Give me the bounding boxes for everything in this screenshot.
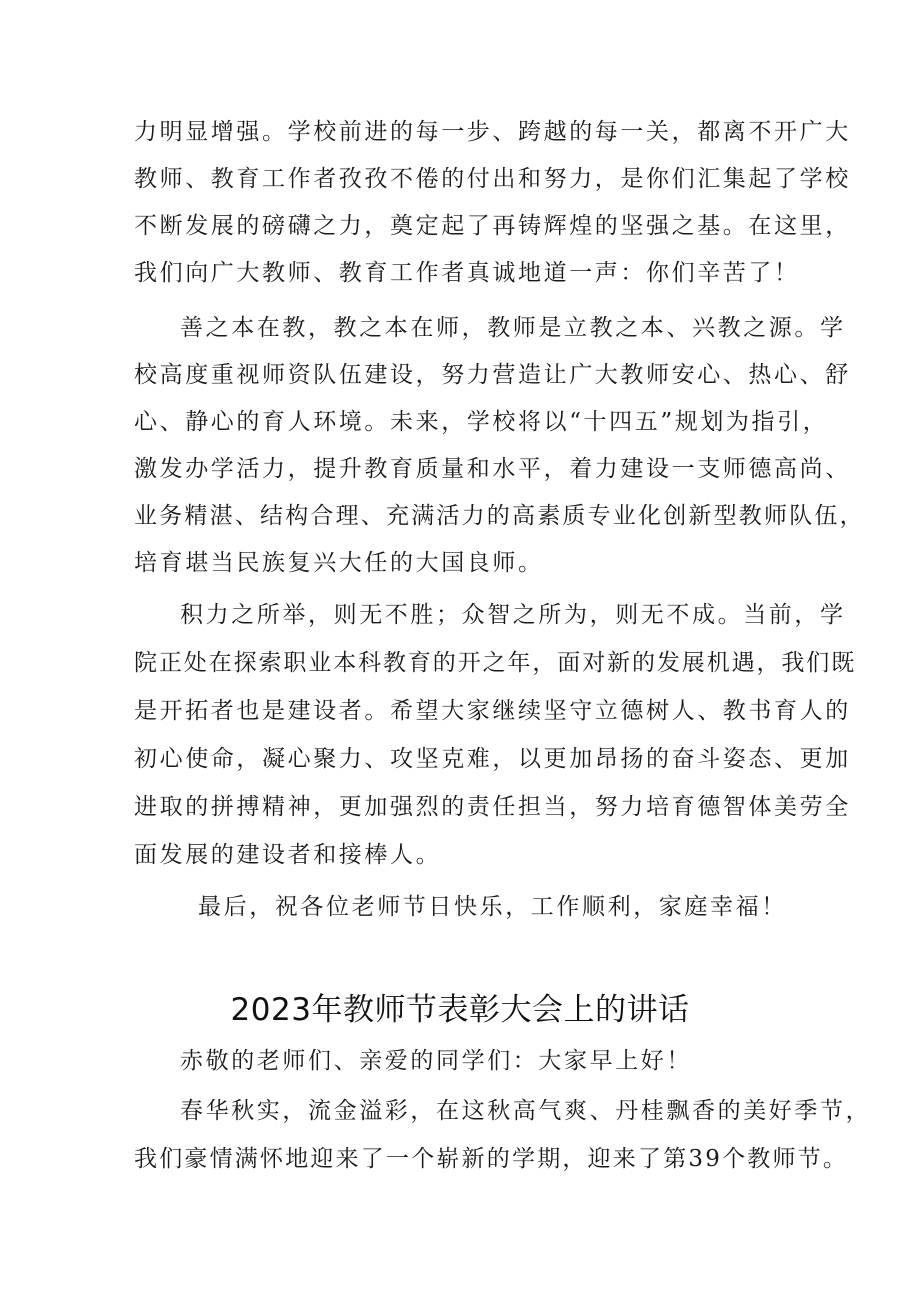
paragraph1-line-2: 教师、教育工作者孜孜不倦的付出和努力，是你们汇集起了学校: [134, 166, 851, 192]
paragraph3-line-1: 积力之所举，则无不胜；众智之所为，则无不成。当前，学: [180, 602, 846, 628]
paragraph3-line-4: 初心使命，凝心聚力、攻坚克难，以更加昂扬的奋斗姿态、更加: [134, 746, 851, 772]
paragraph3-line-6: 面发展的建设者和接棒人。: [134, 842, 442, 868]
paragraph2-line-3: 心、静心的育人环境。未来，学校将以“十四五”规划为指引，: [134, 409, 829, 435]
paragraph2-line-4: 激发办学活力，提升教育质量和水平，着力建设一支师德高尚、: [134, 456, 851, 482]
paragraph2-line-1: 善之本在教，教之本在师，教师是立教之本、兴教之源。学: [180, 315, 846, 341]
paragraph1-line-4: 我们向广大教师、教育工作者真诚地道一声：你们辛苦了！: [134, 260, 800, 286]
speech-line-1: 春华秋实，流金溢彩，在这秋高气爽、丹桂飘香的美好季节，: [180, 1098, 872, 1124]
paragraph3-line-3: 是开拓者也是建设者。希望大家继续坚守立德树人、教书育人的: [134, 698, 851, 724]
paragraph1-line-3: 不断发展的磅礴之力，奠定起了再铸辉煌的坚强之基。在这里，: [134, 213, 851, 239]
paragraph3-line-2: 院正处在探索职业本科教育的开之年，面对新的发展机遇，我们既: [134, 650, 857, 676]
speech-greeting: 赤敬的老师们、亲爱的同学们：大家早上好！: [180, 1048, 692, 1074]
closing-line: 最后，祝各位老师节日快乐，工作顺利，家庭幸福！: [198, 894, 787, 920]
paragraph3-line-5: 进取的拼搏精神，更加强烈的责任担当，努力培育德智体美劳全: [134, 794, 851, 820]
paragraph2-line-2: 校高度重视师资队伍建设，努力营造让广大教师安心、热心、舒: [134, 362, 851, 388]
paragraph1-line-1: 力明显增强。学校前进的每一步、跨越的每一关，都离不开广大: [134, 119, 851, 145]
paragraph2-line-5: 业务精湛、结构合理、充满活力的高素质专业化创新型教师队伍，: [134, 503, 865, 529]
speech-line-2: 我们豪情满怀地迎来了一个崭新的学期，迎来了第39个教师节。: [134, 1146, 849, 1172]
speech-title: 2023年教师节表彰大会上的讲话: [230, 992, 690, 1028]
paragraph2-line-6: 培育堪当民族复兴大任的大国良师。: [134, 550, 544, 576]
